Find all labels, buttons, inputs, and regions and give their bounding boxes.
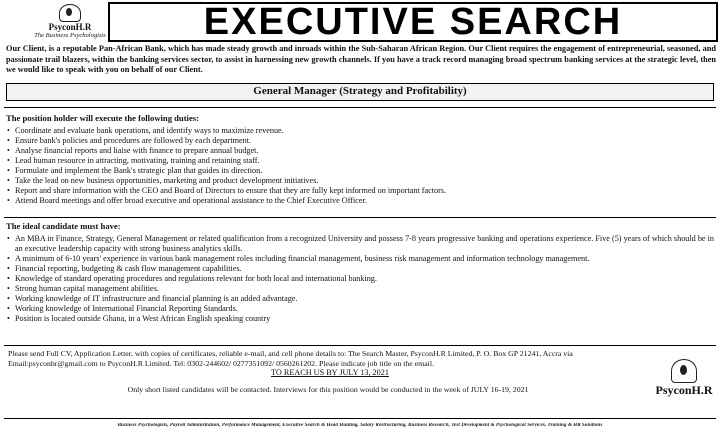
list-item: • A minimum of 6-10 years' experience in various bank management roles including financial management, business risk management and information technology management. [6,254,714,264]
list-item: • Formulate and implement the Bank's strategic plan that guides its direction. [6,166,714,176]
list-item: • Attend Board meetings and offer broad executive and operational assistance to the Chief Executive Officer. [6,196,714,206]
page-title: EXECUTIVE SEARCH [108,2,718,42]
footer-logo [654,359,714,407]
logo-icon [671,359,697,383]
ideal-list [6,234,714,324]
logo-name: PsyconH.R [48,22,92,32]
company-logo [30,4,110,42]
list-item: • Working knowledge of IT infrastructure and financial planning is an added advantage. [6,294,714,304]
divider [4,345,716,346]
deadline-text: TO REACH US BY JULY 13, 2021 [271,368,389,377]
shortlist-note: Only short listed candidates will be contacted. Interviews for this position would be conducted in the week of JULY 16-19, 2021 [127,385,529,394]
duties-list [6,126,714,206]
position-title: General Manager (Strategy and Profitability) [6,83,714,101]
divider [4,418,716,419]
header [4,2,716,42]
list-item: • Working knowledge of International Financial Reporting Standards. [6,304,714,314]
logo-tagline: The Business Psychologists [34,32,106,39]
services-list: Business Psychologists, Payroll Administration, Performance Management, Executive Search & Head Hunting, Salary Restructuring, Business Research, Test Development & Psychological Services, Training & HR Solutions [117,423,603,428]
application-instructions: Please send Full CV, Application Letter, with copies of certificates, reliable e-mail, and cell phone details to: The Search Master, PsyconH.R Limited, P. O. Box GP 21241, Accra via Email:psyconhr@gmail.com to PsyconH.R Limited. Tel: 0302-244602/ 0277351092/ 0560261202. Please indicate job title on the email. [8,349,573,368]
list-item: • Financial reporting, budgeting & cash flow management capabilities. [6,264,714,274]
ideal-candidate-section [6,221,714,324]
list-item: • Strong human capital management abilities. [6,284,714,294]
footer-logo-name: PsyconH.R [655,383,713,397]
ideal-title: The ideal candidate must have: [6,221,121,231]
list-item: • Position is located outside Ghana, in a West African English speaking country [6,314,714,324]
duties-section [6,113,714,206]
list-item: • Take the lead on new business opportunities, marketing and product development initiatives. [6,176,714,186]
list-item: • Report and share information with the CEO and Board of Directors to ensure that they are fully kept informed on important factors. [6,186,714,196]
list-item: • Analyse financial reports and liaise with finance to prepare annual budget. [6,146,714,156]
divider [4,217,716,218]
list-item: • An MBA in Finance, Strategy, General Management or related qualification from a recognized University and possess 7-8 years progressive banking and operations experience. Five (5) years of which should be in an executive leadership capacity with strong business analytics skills. [6,234,714,254]
list-item: • Ensure bank's policies and procedures are followed by each department. [6,136,714,146]
list-item: • Lead human resource in attracting, motivating, training and retaining staff. [6,156,714,166]
list-item: • Coordinate and evaluate bank operations, and identify ways to maximize revenue. [6,126,714,136]
logo-icon [59,4,81,22]
divider [4,107,716,108]
duties-title: The position holder will execute the following duties: [6,113,199,123]
list-item: • Knowledge of standard operating procedures and regulations relevant for both local and international banking. [6,274,714,284]
intro-paragraph: Our Client, is a reputable Pan-African Bank, which has made steady growth and inroads within the Sub-Saharan African Region. Our Client requires the engagement of entrepreneurial, seasoned, and passionate trail blazers, within the banking services sector, to assist in harnessing new growth channels. If you have a track record managing broad spectrum banking services at the strategic level, then we would like to speak with you on behalf of our Client. [6,44,716,74]
